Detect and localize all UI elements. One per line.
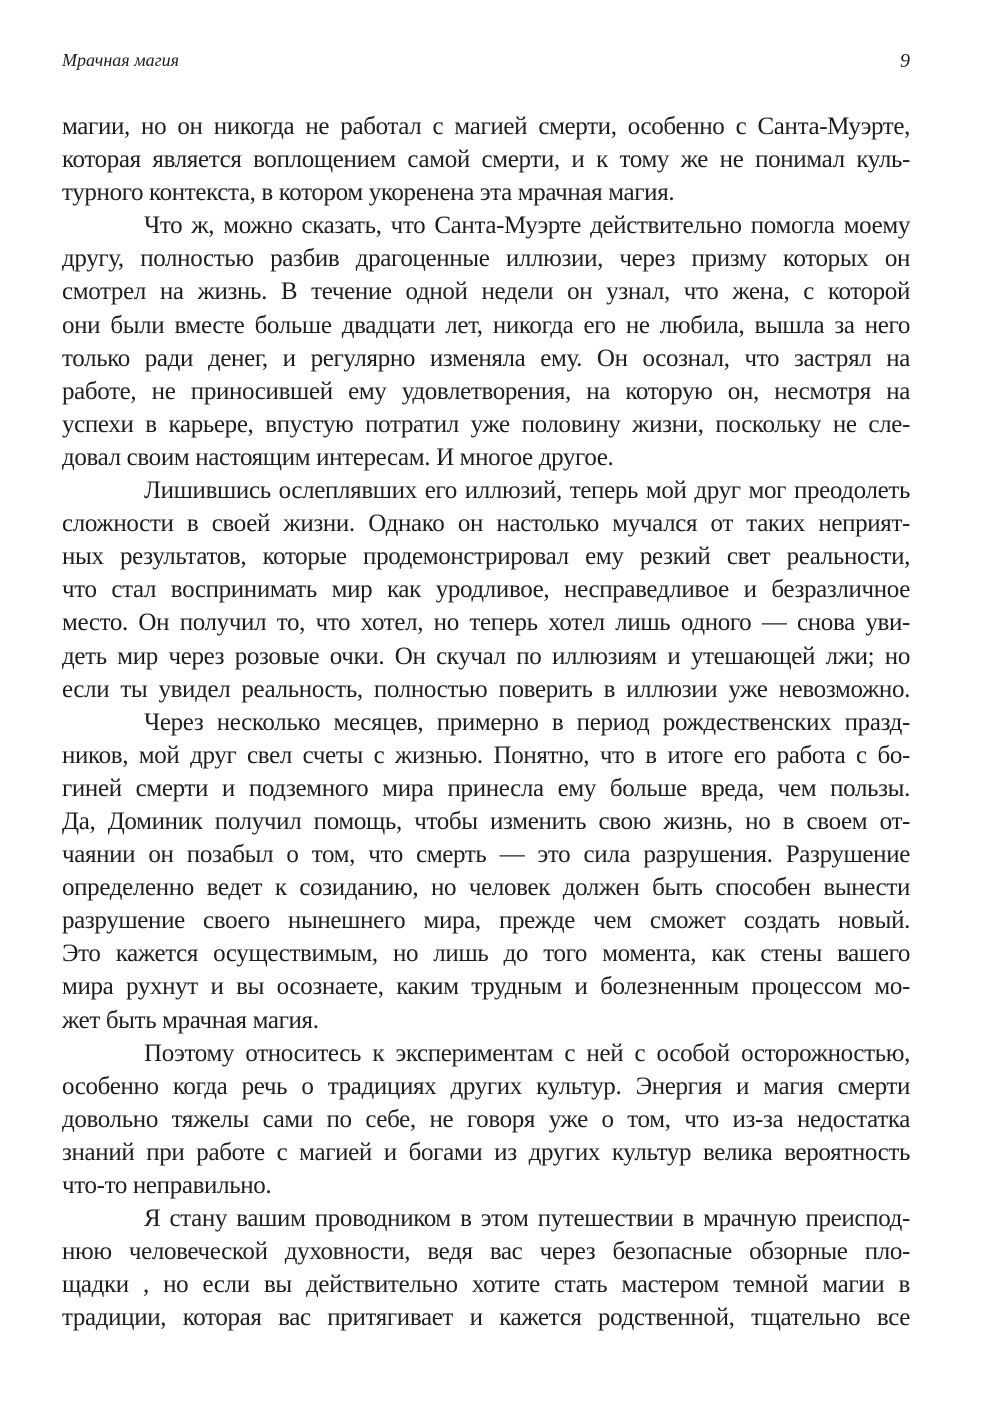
text-line: Лишившись ослеплявших его иллюзий, теперь мой друг мог преодолеть bbox=[144, 477, 910, 505]
text-line: знаний при работе с магией и богами из других культур велика вероятность bbox=[62, 1138, 910, 1166]
text-line: деть мир через розовые очки. Он скучал по иллюзиям и утешающей лжи; но bbox=[62, 642, 910, 670]
text-line: ников, мой друг свел счеты с жизнью. Понятно, что в итоге его работа с бо- bbox=[62, 741, 910, 769]
text-line: особенно когда речь о традициях других культур. Энергия и магия смерти bbox=[62, 1072, 910, 1100]
paragraph bbox=[62, 1037, 910, 1202]
text-line: магии, но он никогда не работал с магией смерти, особенно с Санта-Муэрте, bbox=[62, 113, 910, 140]
text-line: ных результатов, которые продемонстрировал ему резкий свет реальности, bbox=[62, 543, 910, 571]
paragraph bbox=[62, 474, 910, 706]
text-line: щадки , но если вы действительно хотите стать мастером темной магии в bbox=[62, 1271, 910, 1299]
text-line: они были вместе больше двадцати лет, никогда его не любила, вышла за него bbox=[62, 311, 910, 339]
text-line: место. Он получил то, что хотел, но теперь хотел лишь одного — снова уви- bbox=[62, 609, 910, 637]
text-line: разрушение своего нынешнего мира, прежде чем сможет создать новый. bbox=[62, 907, 910, 935]
text-line: довольно тяжелы сами по себе, не говоря уже о том, что из-за недостатка bbox=[62, 1105, 910, 1133]
text-line: довал своим настоящим интересам. И многое другое. bbox=[62, 443, 614, 471]
running-header bbox=[62, 50, 910, 76]
text-line: Поэтому относитесь к экспериментам с ней с особой осторожностью, bbox=[144, 1039, 910, 1067]
text-line: турного контекста, в котором укоренена эта мрачная магия. bbox=[62, 179, 675, 207]
text-line: нюю человеческой духовности, ведя вас через безопасные обзорные пло- bbox=[62, 1238, 910, 1266]
text-line: что-то неправильно. bbox=[62, 1172, 272, 1199]
text-line: другу, полностью разбив драгоценные иллюзии, через призму которых он bbox=[62, 245, 910, 273]
text-line: которая является воплощением самой смерти, и к тому же не понимал куль- bbox=[62, 146, 910, 174]
paragraph bbox=[62, 1202, 910, 1334]
text-line: мира рухнут и вы осознаете, каким трудным и болезненным процессом мо- bbox=[62, 973, 910, 1001]
running-title: Мрачная магия bbox=[62, 50, 180, 70]
text-line: работе, не приносившей ему удовлетворения, на которую он, несмотря на bbox=[62, 377, 910, 405]
text-line: только ради денег, и регулярно изменяла ему. Он осознал, что застрял на bbox=[62, 344, 910, 372]
text-line: смотрел на жизнь. В течение одной недели он узнал, что жена, с которой bbox=[62, 278, 910, 306]
text-line: жет быть мрачная магия. bbox=[62, 1006, 319, 1034]
paragraph bbox=[62, 110, 910, 209]
text-line: если ты увидел реальность, полностью поверить в иллюзии уже невозможно. bbox=[62, 675, 910, 703]
body-text bbox=[62, 110, 910, 1334]
text-line: Что ж, можно сказать, что Санта-Муэрте действительно помогла моему bbox=[144, 212, 910, 240]
text-line: определенно ведет к созиданию, но человек должен быть способен вынести bbox=[62, 874, 910, 902]
text-line: Да, Доминик получил помощь, чтобы изменить свою жизнь, но в своем от- bbox=[62, 807, 910, 835]
text-line: сложности в своей жизни. Однако он настолько мучался от таких неприят- bbox=[62, 510, 910, 538]
page-number: 9 bbox=[900, 50, 910, 72]
text-line: Я стану вашим проводником в этом путешествии в мрачную преиспод- bbox=[144, 1205, 910, 1233]
text-line: что стал воспринимать мир как уродливое, несправедливое и безразличное bbox=[62, 576, 910, 604]
text-line: традиции, которая вас притягивает и кажется родственной, тщательно все bbox=[62, 1304, 910, 1332]
text-line: Через несколько месяцев, примерно в период рождественских празд- bbox=[144, 708, 910, 736]
text-line: успехи в карьере, впустую потратил уже половину жизни, поскольку не сле- bbox=[62, 410, 910, 438]
paragraph bbox=[62, 706, 910, 1037]
text-line: гиней смерти и подземного мира принесла ему больше вреда, чем пользы. bbox=[62, 774, 910, 802]
text-line: чаянии он позабыл о том, что смерть — это сила разрушения. Разрушение bbox=[62, 841, 910, 869]
text-line: Это кажется осуществимым, но лишь до того момента, как стены вашего bbox=[62, 940, 910, 968]
paragraph bbox=[62, 209, 910, 474]
